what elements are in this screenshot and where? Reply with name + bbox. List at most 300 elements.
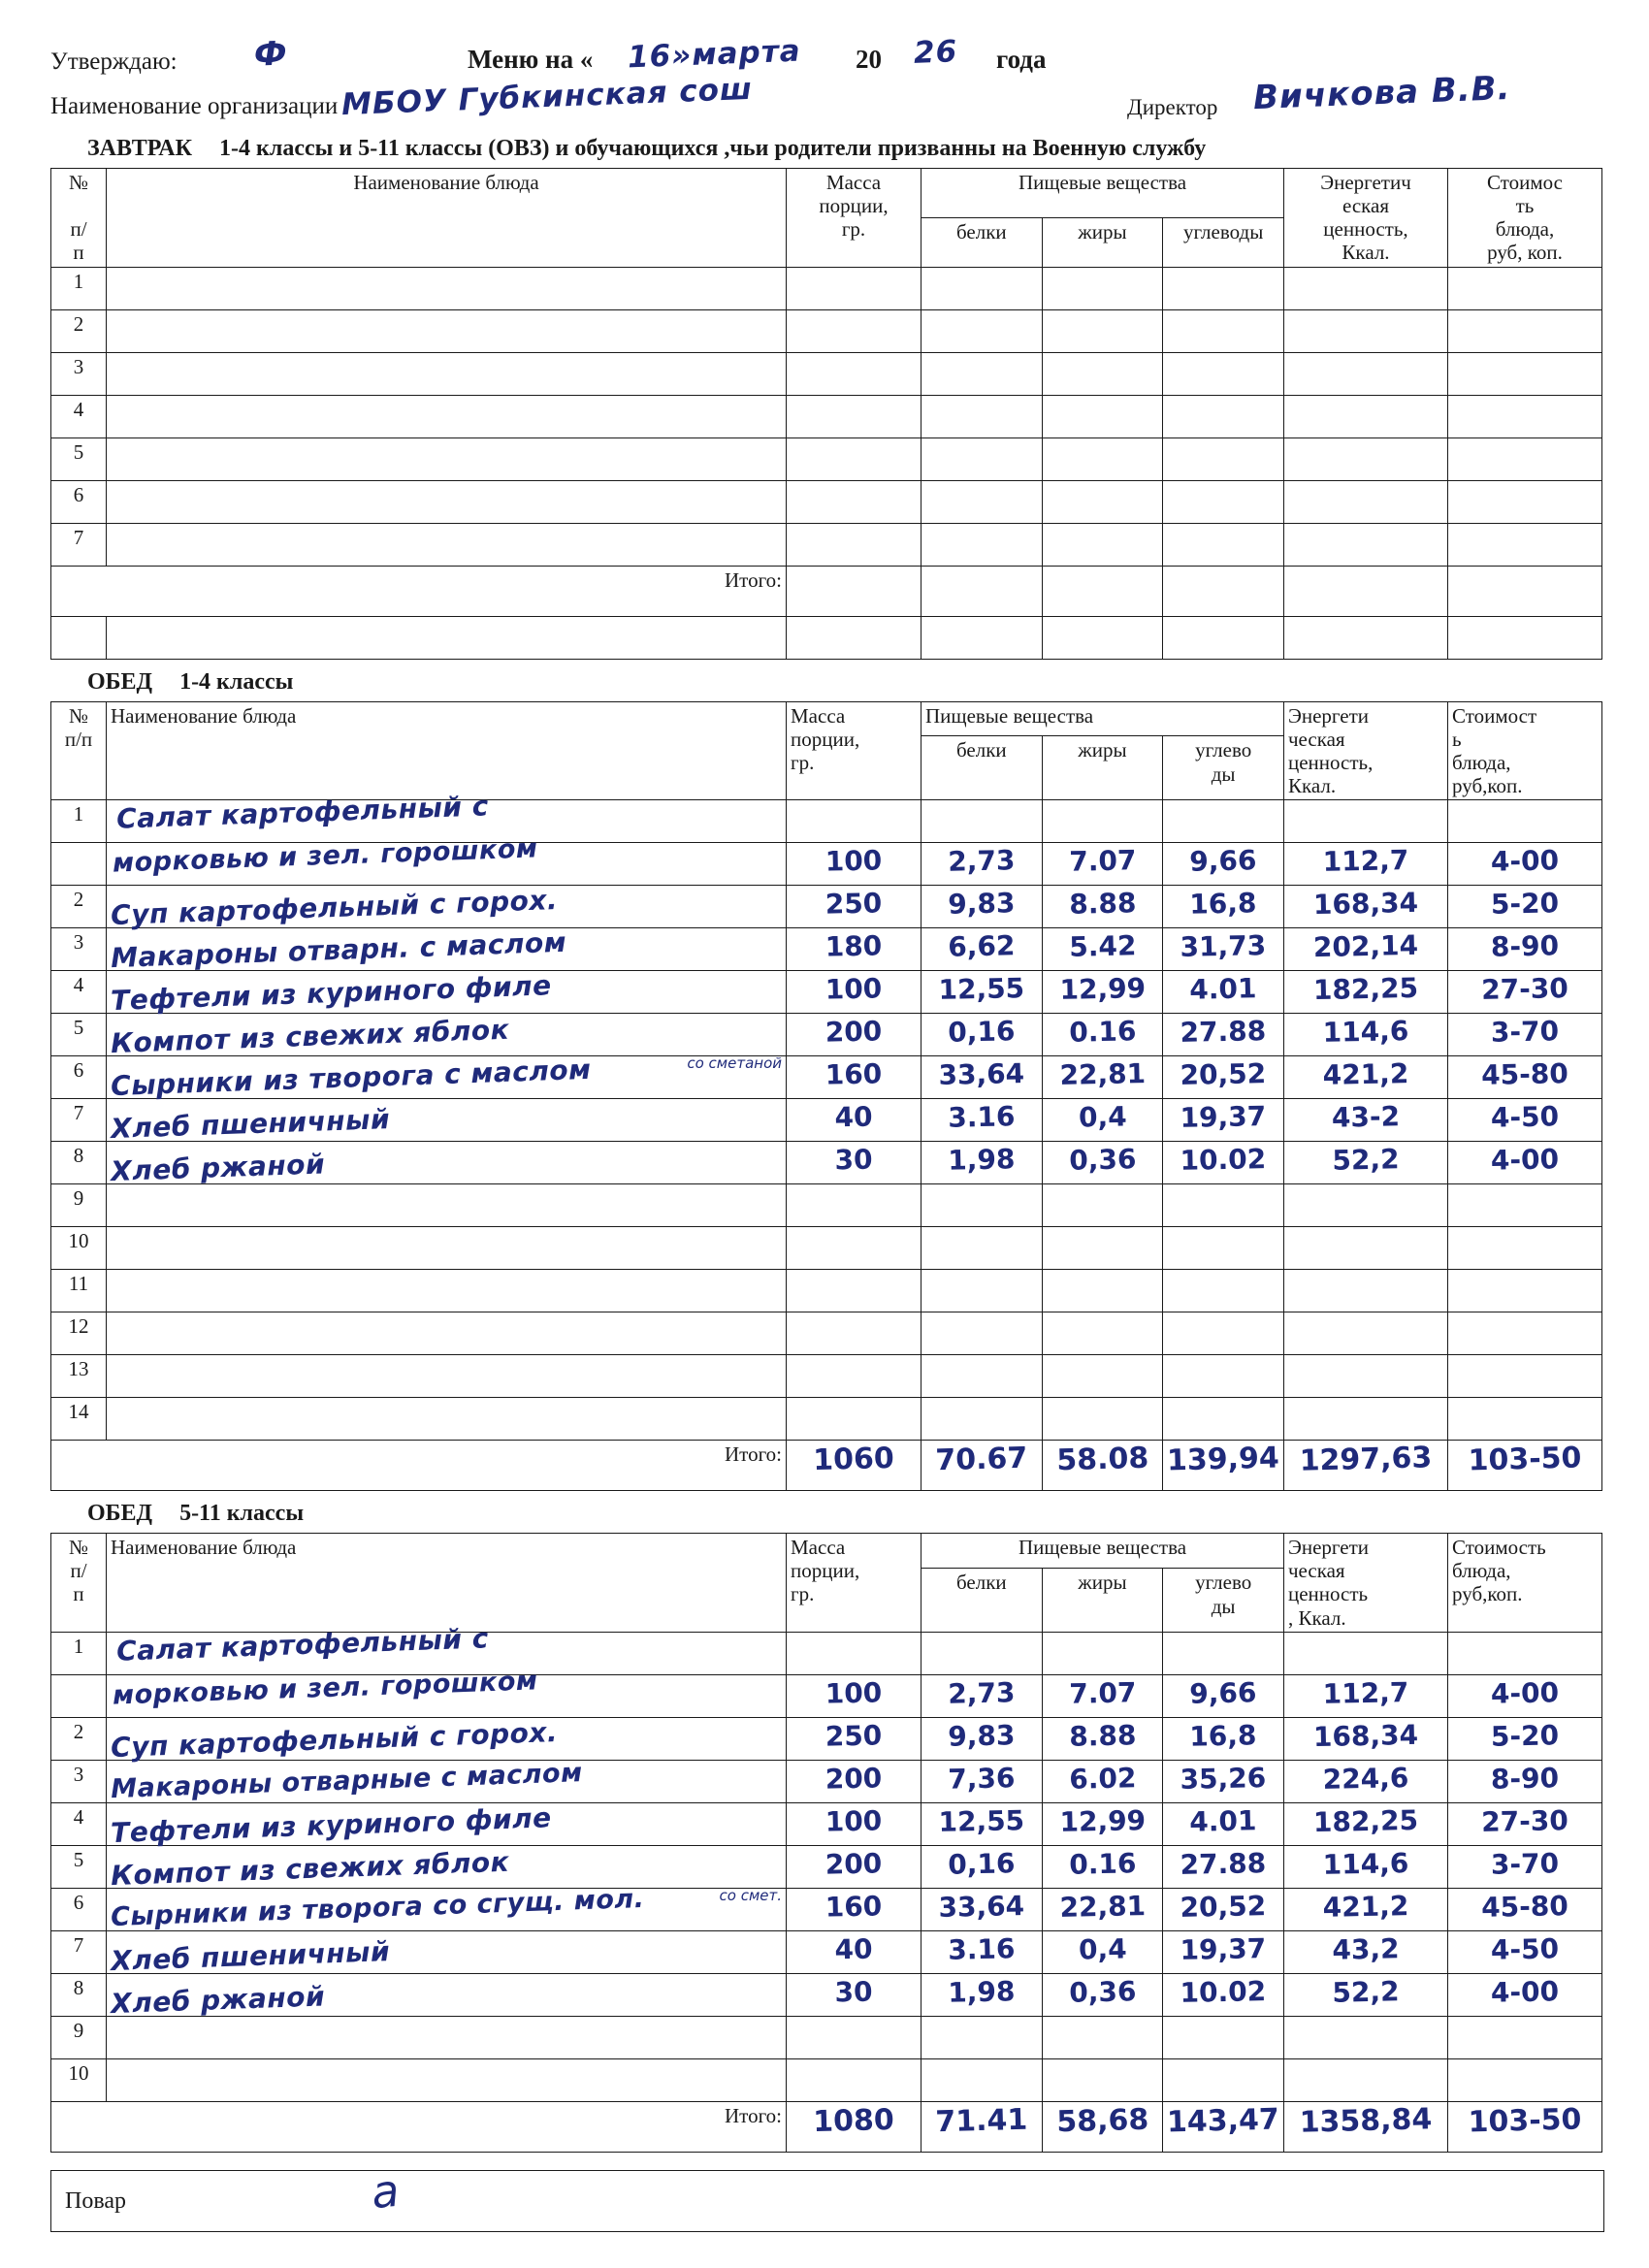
th-energy-l3: ценность, bbox=[1323, 217, 1408, 242]
th-energy-l2: ческая bbox=[1288, 1559, 1345, 1583]
hw-carbs: 19,37 bbox=[1180, 1100, 1267, 1135]
cell-fats[interactable] bbox=[1042, 1312, 1163, 1355]
table-row bbox=[51, 1056, 1602, 1099]
cell-mass[interactable] bbox=[787, 1717, 922, 1760]
hw-proteins: 1,98 bbox=[947, 1143, 1016, 1177]
cell-carbs[interactable] bbox=[1163, 1930, 1284, 1973]
cell-fats[interactable] bbox=[1042, 1355, 1163, 1398]
cell-proteins[interactable] bbox=[922, 395, 1043, 437]
menu-date-handwritten: 16»марта bbox=[627, 33, 802, 76]
cell-price[interactable] bbox=[1448, 1355, 1602, 1398]
th-energy-l4: Ккал. bbox=[1288, 773, 1337, 797]
cell-carbs[interactable] bbox=[1163, 843, 1284, 886]
lunch-1-4-table bbox=[50, 701, 1602, 1492]
cell-energy[interactable] bbox=[1284, 1184, 1448, 1227]
hw-fats: 0.16 bbox=[1068, 1015, 1137, 1049]
cell-carbs[interactable] bbox=[1163, 2058, 1284, 2101]
cell-name[interactable] bbox=[107, 1973, 787, 2020]
cell-proteins[interactable] bbox=[922, 1802, 1043, 1845]
cell-proteins[interactable] bbox=[922, 1099, 1043, 1142]
cell-energy[interactable] bbox=[1284, 1142, 1448, 1184]
cell-carbs[interactable] bbox=[1163, 1802, 1284, 1845]
cell-price[interactable] bbox=[1448, 1973, 1602, 2016]
cell-fats[interactable] bbox=[1042, 971, 1163, 1014]
cell-mass[interactable] bbox=[787, 2058, 922, 2101]
th-price bbox=[1448, 701, 1602, 800]
hw-price: 4-50 bbox=[1490, 1931, 1560, 1966]
cell-mass[interactable] bbox=[787, 1973, 922, 2016]
hw-proteins: 6,62 bbox=[947, 929, 1016, 963]
cell-energy[interactable] bbox=[1284, 616, 1448, 659]
cell-carbs[interactable] bbox=[1163, 395, 1284, 437]
cell-energy[interactable] bbox=[1284, 1802, 1448, 1845]
cell-carbs[interactable] bbox=[1163, 1142, 1284, 1184]
cell-name[interactable] bbox=[107, 2058, 787, 2101]
cell-proteins[interactable] bbox=[922, 843, 1043, 886]
cell-carbs[interactable] bbox=[1163, 1312, 1284, 1355]
cell-carbs[interactable] bbox=[1163, 1270, 1284, 1312]
cell-mass[interactable] bbox=[787, 1760, 922, 1802]
cell-price[interactable] bbox=[1448, 1312, 1602, 1355]
th-price-l2: блюда, bbox=[1452, 1559, 1511, 1583]
cell-fats[interactable] bbox=[1042, 2058, 1163, 2101]
hw-fats: 12,99 bbox=[1058, 1803, 1147, 1838]
cell-carbs[interactable] bbox=[1163, 1973, 1284, 2016]
cell-carbs[interactable] bbox=[1163, 1227, 1284, 1270]
cell-mass[interactable] bbox=[787, 971, 922, 1014]
cell-num: 1 bbox=[51, 267, 107, 309]
cell-name[interactable] bbox=[107, 480, 787, 523]
th-nutrients: Пищевые вещества bbox=[922, 169, 1284, 218]
cell-proteins[interactable] bbox=[922, 1973, 1043, 2016]
cell-name[interactable] bbox=[107, 2016, 787, 2058]
cell-proteins[interactable] bbox=[922, 616, 1043, 659]
cell-mass[interactable] bbox=[787, 1398, 922, 1441]
cell-mass[interactable] bbox=[787, 523, 922, 566]
cell-mass[interactable] bbox=[787, 395, 922, 437]
hw-price: 4-00 bbox=[1490, 1143, 1560, 1177]
hw-energy: 421,2 bbox=[1322, 1057, 1409, 1092]
cell-carbs[interactable] bbox=[1163, 1760, 1284, 1802]
cell-mass[interactable] bbox=[787, 1888, 922, 1930]
cell-proteins[interactable] bbox=[922, 1845, 1043, 1888]
cell-fats[interactable] bbox=[1042, 1845, 1163, 1888]
cell-proteins[interactable] bbox=[922, 971, 1043, 1014]
cell-price[interactable] bbox=[1448, 616, 1602, 659]
cell-fats[interactable] bbox=[1042, 1717, 1163, 1760]
table-row bbox=[51, 1973, 1602, 2016]
hw-price: 3-70 bbox=[1490, 1846, 1560, 1881]
cell-fats[interactable] bbox=[1042, 1930, 1163, 1973]
cell-mass[interactable] bbox=[787, 1802, 922, 1845]
cell-price[interactable] bbox=[1448, 1270, 1602, 1312]
hw-energy: 43-2 bbox=[1331, 1100, 1401, 1134]
cell-energy[interactable] bbox=[1284, 523, 1448, 566]
th-mass-l3: гр. bbox=[791, 1582, 815, 1606]
cell-price[interactable] bbox=[1448, 523, 1602, 566]
cell-carbs[interactable] bbox=[1163, 1014, 1284, 1056]
cell-proteins[interactable] bbox=[922, 1270, 1043, 1312]
cell-fats[interactable] bbox=[1042, 1184, 1163, 1227]
cell-mass[interactable] bbox=[787, 1930, 922, 1973]
cell-energy[interactable] bbox=[1284, 1355, 1448, 1398]
cell-mass[interactable] bbox=[787, 1227, 922, 1270]
cell-proteins[interactable] bbox=[922, 1398, 1043, 1441]
cell-mass[interactable] bbox=[787, 1674, 922, 1717]
hw-fats: 0,4 bbox=[1078, 1100, 1127, 1134]
total-carbs bbox=[1163, 566, 1284, 616]
cell-fats[interactable] bbox=[1042, 309, 1163, 352]
hw-price: 8-90 bbox=[1490, 1761, 1560, 1796]
cell-mass[interactable] bbox=[787, 1632, 922, 1674]
cell-fats[interactable] bbox=[1042, 928, 1163, 971]
cell-name-line2: морковью и зел. горошком bbox=[112, 1666, 538, 1711]
cell-proteins[interactable] bbox=[922, 1674, 1043, 1717]
hw-fats: 22,81 bbox=[1058, 1057, 1147, 1092]
cell-mass[interactable] bbox=[787, 928, 922, 971]
hw-name: Компот из свежих яблок bbox=[110, 1013, 510, 1060]
cell-num: 2 bbox=[51, 1717, 107, 1760]
table-header-row bbox=[51, 169, 1602, 218]
hw-carbs: 4.01 bbox=[1189, 972, 1258, 1006]
cell-energy[interactable] bbox=[1284, 352, 1448, 395]
total-proteins bbox=[922, 566, 1043, 616]
cell-name[interactable] bbox=[107, 616, 787, 659]
cell-energy[interactable] bbox=[1284, 1014, 1448, 1056]
cell-price[interactable] bbox=[1448, 800, 1602, 843]
cell-mass[interactable] bbox=[787, 616, 922, 659]
cell-price[interactable] bbox=[1448, 1099, 1602, 1142]
cell-name[interactable] bbox=[107, 352, 787, 395]
th-price-l1: Стоимост bbox=[1452, 703, 1537, 728]
table-row bbox=[51, 1930, 1602, 1973]
cell-price[interactable] bbox=[1448, 1014, 1602, 1056]
cell-carbs[interactable] bbox=[1163, 928, 1284, 971]
th-proteins: белки bbox=[922, 217, 1043, 267]
lunch-1-4-subtitle: 1-4 классы bbox=[179, 668, 294, 695]
cell-mass[interactable] bbox=[787, 309, 922, 352]
cell-energy[interactable] bbox=[1284, 2058, 1448, 2101]
cell-carbs[interactable] bbox=[1163, 480, 1284, 523]
cell-price[interactable] bbox=[1448, 309, 1602, 352]
cell-price[interactable] bbox=[1448, 1930, 1602, 1973]
cell-carbs[interactable] bbox=[1163, 523, 1284, 566]
cell-mass[interactable] bbox=[787, 1355, 922, 1398]
cell-carbs[interactable] bbox=[1163, 1099, 1284, 1142]
cell-price[interactable] bbox=[1448, 1674, 1602, 1717]
total-price bbox=[1448, 1441, 1602, 1491]
cell-price[interactable] bbox=[1448, 1717, 1602, 1760]
cell-energy[interactable] bbox=[1284, 1930, 1448, 1973]
cell-mass[interactable] bbox=[787, 1099, 922, 1142]
cell-fats[interactable] bbox=[1042, 886, 1163, 928]
hw-price: 5-20 bbox=[1490, 887, 1560, 921]
hw-price: 4-00 bbox=[1490, 844, 1560, 878]
cell-name[interactable] bbox=[107, 1270, 787, 1312]
cell-mass[interactable] bbox=[787, 480, 922, 523]
cell-carbs[interactable] bbox=[1163, 1717, 1284, 1760]
cell-price[interactable] bbox=[1448, 2016, 1602, 2058]
cell-price[interactable] bbox=[1448, 1227, 1602, 1270]
cell-energy[interactable] bbox=[1284, 971, 1448, 1014]
cell-price[interactable] bbox=[1448, 352, 1602, 395]
cell-fats[interactable] bbox=[1042, 1014, 1163, 1056]
cell-price[interactable] bbox=[1448, 1184, 1602, 1227]
hw-name: Хлеб ржаной bbox=[110, 1148, 326, 1188]
cell-carbs[interactable] bbox=[1163, 1355, 1284, 1398]
cell-fats[interactable] bbox=[1042, 800, 1163, 843]
cell-mass[interactable] bbox=[787, 437, 922, 480]
cell-energy[interactable] bbox=[1284, 1760, 1448, 1802]
approve-label: Утверждаю: bbox=[50, 49, 178, 75]
cell-fats[interactable] bbox=[1042, 1760, 1163, 1802]
th-dish-name: Наименование блюда bbox=[107, 169, 787, 268]
cell-price[interactable] bbox=[1448, 886, 1602, 928]
cell-proteins[interactable] bbox=[922, 1312, 1043, 1355]
cell-proteins[interactable] bbox=[922, 1632, 1043, 1674]
cell-carbs[interactable] bbox=[1163, 1845, 1284, 1888]
cell-fats[interactable] bbox=[1042, 352, 1163, 395]
cell-fats[interactable] bbox=[1042, 1142, 1163, 1184]
cell-fats[interactable] bbox=[1042, 1056, 1163, 1099]
cell-mass[interactable] bbox=[787, 267, 922, 309]
cell-fats[interactable] bbox=[1042, 1270, 1163, 1312]
cell-name[interactable] bbox=[107, 437, 787, 480]
cell-proteins[interactable] bbox=[922, 1717, 1043, 1760]
cell-energy[interactable] bbox=[1284, 437, 1448, 480]
cell-name[interactable] bbox=[107, 267, 787, 309]
breakfast-title: ЗАВТРАК bbox=[87, 136, 193, 161]
total-label: Итого: bbox=[51, 1441, 787, 1491]
cell-name[interactable] bbox=[107, 395, 787, 437]
cell-proteins[interactable] bbox=[922, 1355, 1043, 1398]
cell-proteins[interactable] bbox=[922, 2058, 1043, 2101]
th-price-l3: блюда, bbox=[1495, 217, 1555, 242]
cell-carbs[interactable] bbox=[1163, 886, 1284, 928]
cell-carbs[interactable] bbox=[1163, 2016, 1284, 2058]
cell-energy[interactable] bbox=[1284, 1717, 1448, 1760]
cell-price[interactable] bbox=[1448, 1802, 1602, 1845]
cell-fats[interactable] bbox=[1042, 480, 1163, 523]
cell-name[interactable] bbox=[107, 309, 787, 352]
cell-fats[interactable] bbox=[1042, 1802, 1163, 1845]
cell-mass[interactable] bbox=[787, 800, 922, 843]
cell-fats[interactable] bbox=[1042, 1888, 1163, 1930]
cell-energy[interactable] bbox=[1284, 267, 1448, 309]
cell-energy[interactable] bbox=[1284, 1674, 1448, 1717]
cell-proteins[interactable] bbox=[922, 1142, 1043, 1184]
hw-price: 3-70 bbox=[1490, 1015, 1560, 1049]
th-dish-name: Наименование блюда bbox=[107, 701, 787, 800]
cell-energy[interactable] bbox=[1284, 800, 1448, 843]
cell-proteins[interactable] bbox=[922, 2016, 1043, 2058]
cell-carbs[interactable] bbox=[1163, 800, 1284, 843]
table-total-row bbox=[51, 566, 1602, 616]
cell-mass[interactable] bbox=[787, 2016, 922, 2058]
cell-energy[interactable] bbox=[1284, 480, 1448, 523]
total-energy bbox=[1284, 2101, 1448, 2152]
cell-energy[interactable] bbox=[1284, 1270, 1448, 1312]
cell-name[interactable] bbox=[107, 523, 787, 566]
cell-price[interactable] bbox=[1448, 395, 1602, 437]
cell-name[interactable] bbox=[107, 1184, 787, 1227]
cell-mass[interactable] bbox=[787, 1312, 922, 1355]
cell-price[interactable] bbox=[1448, 2058, 1602, 2101]
cell-price[interactable] bbox=[1448, 480, 1602, 523]
cell-energy[interactable] bbox=[1284, 886, 1448, 928]
cell-fats[interactable] bbox=[1042, 1674, 1163, 1717]
cell-price[interactable] bbox=[1448, 1056, 1602, 1099]
cell-fats[interactable] bbox=[1042, 1973, 1163, 2016]
cell-proteins[interactable] bbox=[922, 309, 1043, 352]
cell-proteins[interactable] bbox=[922, 267, 1043, 309]
cell-energy[interactable] bbox=[1284, 1227, 1448, 1270]
cell-price[interactable] bbox=[1448, 1845, 1602, 1888]
cell-fats[interactable] bbox=[1042, 1227, 1163, 1270]
cell-mass[interactable] bbox=[787, 1142, 922, 1184]
cell-name[interactable] bbox=[107, 1312, 787, 1355]
th-nutrients: Пищевые вещества bbox=[922, 701, 1284, 736]
hw-total-fats: 58,68 bbox=[1055, 2102, 1149, 2139]
cell-proteins[interactable] bbox=[922, 1056, 1043, 1099]
cell-price[interactable] bbox=[1448, 1632, 1602, 1674]
cell-carbs[interactable] bbox=[1163, 1056, 1284, 1099]
cell-price[interactable] bbox=[1448, 267, 1602, 309]
total-label: Итого: bbox=[51, 566, 787, 616]
cell-proteins[interactable] bbox=[922, 523, 1043, 566]
cell-price[interactable] bbox=[1448, 1398, 1602, 1441]
cell-price[interactable] bbox=[1448, 843, 1602, 886]
hw-total-proteins: 70.67 bbox=[934, 1441, 1028, 1478]
total-energy bbox=[1284, 1441, 1448, 1491]
cell-mass[interactable] bbox=[787, 1014, 922, 1056]
cook-signature-box bbox=[50, 2163, 1604, 2232]
total-carbs bbox=[1163, 2101, 1284, 2152]
cell-fats[interactable] bbox=[1042, 437, 1163, 480]
hw-price: 45-80 bbox=[1480, 1057, 1569, 1092]
lunch-1-4-title: ОБЕД bbox=[87, 668, 153, 695]
table-row bbox=[51, 1674, 1602, 1717]
cell-proteins[interactable] bbox=[922, 1760, 1043, 1802]
th-mass-l3: гр. bbox=[841, 217, 866, 242]
cell-energy[interactable] bbox=[1284, 395, 1448, 437]
cell-fats[interactable] bbox=[1042, 843, 1163, 886]
cell-energy[interactable] bbox=[1284, 1845, 1448, 1888]
th-energy-l1: Энергети bbox=[1288, 703, 1369, 728]
cell-energy[interactable] bbox=[1284, 309, 1448, 352]
cell-num: 1 bbox=[51, 800, 107, 843]
cell-proteins[interactable] bbox=[922, 886, 1043, 928]
cell-mass[interactable] bbox=[787, 1845, 922, 1888]
cell-fats[interactable] bbox=[1042, 1398, 1163, 1441]
menu-sheet bbox=[50, 33, 1602, 2232]
cell-proteins[interactable] bbox=[922, 1888, 1043, 1930]
hw-carbs: 20,52 bbox=[1180, 1057, 1267, 1092]
hw-carbs: 27.88 bbox=[1180, 1846, 1267, 1881]
cell-mass[interactable] bbox=[787, 1184, 922, 1227]
th-num-l1: № bbox=[68, 1536, 89, 1560]
cell-proteins[interactable] bbox=[922, 1227, 1043, 1270]
cell-mass[interactable] bbox=[787, 352, 922, 395]
cell-energy[interactable] bbox=[1284, 1632, 1448, 1674]
cell-proteins[interactable] bbox=[922, 437, 1043, 480]
cell-proteins[interactable] bbox=[922, 928, 1043, 971]
cell-carbs[interactable] bbox=[1163, 971, 1284, 1014]
cell-carbs[interactable] bbox=[1163, 1888, 1284, 1930]
cell-fats[interactable] bbox=[1042, 395, 1163, 437]
cell-name[interactable] bbox=[107, 1355, 787, 1398]
cell-price[interactable] bbox=[1448, 1760, 1602, 1802]
cell-fats[interactable] bbox=[1042, 1632, 1163, 1674]
cell-energy[interactable] bbox=[1284, 843, 1448, 886]
hw-energy: 112,7 bbox=[1322, 844, 1409, 879]
cell-name[interactable] bbox=[107, 1227, 787, 1270]
cell-mass[interactable] bbox=[787, 886, 922, 928]
cell-fats[interactable] bbox=[1042, 616, 1163, 659]
cell-price[interactable] bbox=[1448, 1142, 1602, 1184]
cell-energy[interactable] bbox=[1284, 1973, 1448, 2016]
cell-energy[interactable] bbox=[1284, 1398, 1448, 1441]
cell-mass[interactable] bbox=[787, 843, 922, 886]
cell-energy[interactable] bbox=[1284, 1099, 1448, 1142]
cell-fats[interactable] bbox=[1042, 1099, 1163, 1142]
hw-total-fats: 58.08 bbox=[1055, 1441, 1149, 1478]
cell-proteins[interactable] bbox=[922, 1184, 1043, 1227]
cell-proteins[interactable] bbox=[922, 1930, 1043, 1973]
cell-energy[interactable] bbox=[1284, 1888, 1448, 1930]
cell-energy[interactable] bbox=[1284, 1312, 1448, 1355]
cell-fats[interactable] bbox=[1042, 2016, 1163, 2058]
cell-fats[interactable] bbox=[1042, 523, 1163, 566]
total-price bbox=[1448, 2101, 1602, 2152]
cell-price[interactable] bbox=[1448, 928, 1602, 971]
cell-mass[interactable] bbox=[787, 1056, 922, 1099]
cell-carbs[interactable] bbox=[1163, 352, 1284, 395]
th-mass-l3: гр. bbox=[791, 750, 815, 774]
cell-mass[interactable] bbox=[787, 1270, 922, 1312]
cell-energy[interactable] bbox=[1284, 2016, 1448, 2058]
cell-fats[interactable] bbox=[1042, 267, 1163, 309]
cell-name[interactable] bbox=[107, 1398, 787, 1441]
cell-proteins[interactable] bbox=[922, 1014, 1043, 1056]
hw-total-price: 103-50 bbox=[1468, 1441, 1582, 1478]
cell-energy[interactable] bbox=[1284, 1056, 1448, 1099]
cell-carbs[interactable] bbox=[1163, 1184, 1284, 1227]
cell-carbs[interactable] bbox=[1163, 437, 1284, 480]
cell-carbs[interactable] bbox=[1163, 616, 1284, 659]
cell-price[interactable] bbox=[1448, 971, 1602, 1014]
cell-num: 1 bbox=[51, 1632, 107, 1674]
cell-proteins[interactable] bbox=[922, 480, 1043, 523]
cell-name[interactable] bbox=[107, 1142, 787, 1188]
cell-proteins[interactable] bbox=[922, 800, 1043, 843]
cell-carbs[interactable] bbox=[1163, 1398, 1284, 1441]
cell-proteins[interactable] bbox=[922, 352, 1043, 395]
cell-carbs[interactable] bbox=[1163, 1674, 1284, 1717]
cell-energy[interactable] bbox=[1284, 928, 1448, 971]
menu-year-handwritten: 26 bbox=[913, 34, 958, 71]
cell-carbs[interactable] bbox=[1163, 267, 1284, 309]
cell-price[interactable] bbox=[1448, 1888, 1602, 1930]
cell-carbs[interactable] bbox=[1163, 309, 1284, 352]
cell-carbs[interactable] bbox=[1163, 1632, 1284, 1674]
hw-mass: 250 bbox=[824, 1719, 883, 1753]
cell-price[interactable] bbox=[1448, 437, 1602, 480]
th-price bbox=[1448, 169, 1602, 268]
total-proteins bbox=[922, 2101, 1043, 2152]
cell-name[interactable] bbox=[107, 1621, 787, 1674]
hw-fats: 5.42 bbox=[1068, 929, 1137, 963]
